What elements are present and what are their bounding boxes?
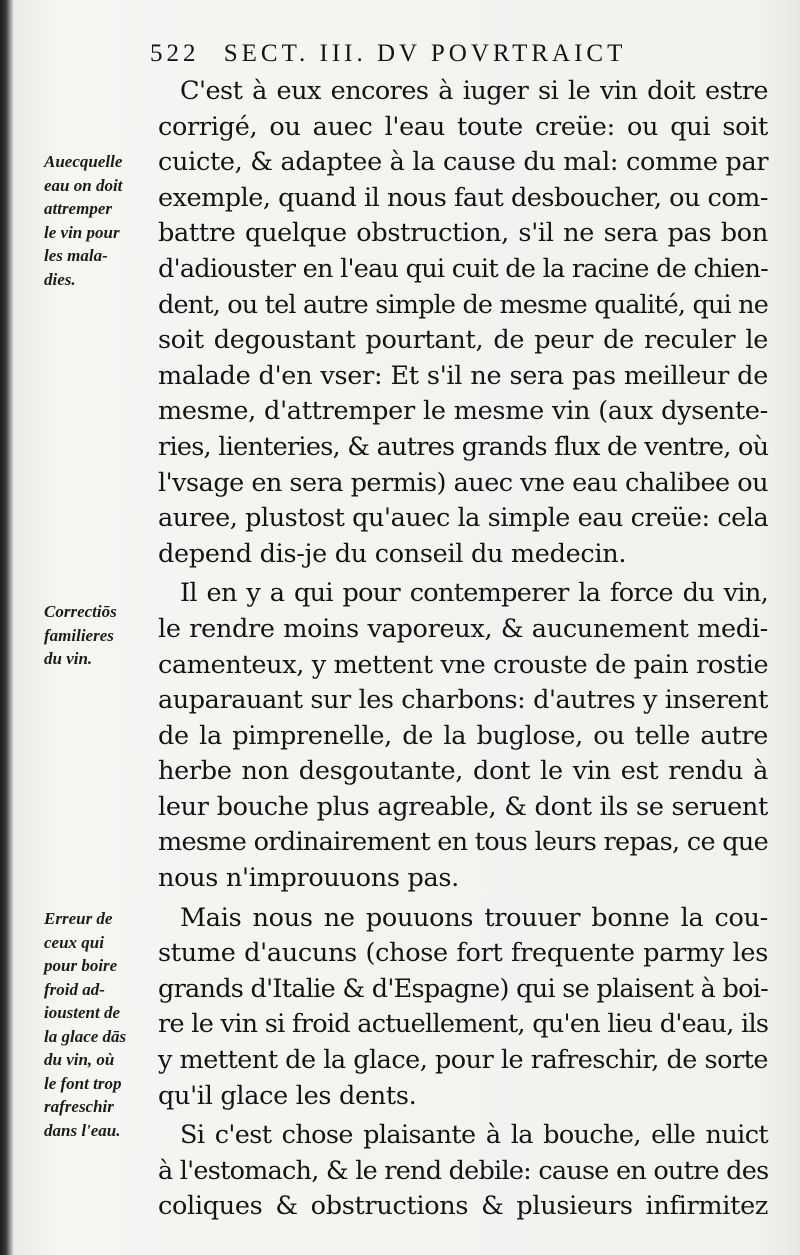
margin-note-line: familieres [44, 625, 114, 645]
text-line: herbe non desgoutante, dont le vin est rendu à [158, 756, 768, 787]
text-line: ries, lienteries, & autres grands flux de ventre, où [158, 431, 769, 462]
text-line: leur bouche plus agreable, & dont ils se seruent [158, 791, 768, 822]
margin-note-line: ceux qui [44, 932, 104, 952]
margin-note-line: ioustent de [44, 1003, 121, 1022]
margin-note-error [44, 907, 160, 1142]
paragraph [158, 74, 768, 572]
text-line: nous n'improuuons pas. [158, 863, 459, 894]
paragraph [158, 576, 768, 896]
text-line: auparauant sur les charbons: d'autres y inserent [158, 685, 768, 716]
text-line: Mais nous ne pouuons trouuer bonne la cou- [180, 902, 768, 933]
margin-note-line: le font trop [44, 1073, 122, 1093]
text-line: stume d'aucuns (chose fort frequente parmy les [158, 938, 768, 969]
margin-note-line: dans l'eau. [44, 1120, 121, 1140]
text-line: dent, ou tel autre simple de mesme qualité, qui ne [158, 289, 768, 320]
text-line: de la pimprenelle, de la buglose, ou telle autre [158, 720, 768, 751]
page-number: 522 [150, 40, 200, 67]
text-line: grands d'Italie & d'Espagne) qui se plaisent à boi- [158, 973, 768, 1004]
margin-note-line: Erreur de [44, 909, 113, 928]
text-line: battre quelque obstruction, s'il ne sera pas bon [158, 218, 768, 249]
text-line: auree, plustost qu'auec la simple eau creüe: cela [158, 503, 769, 534]
body-text [158, 74, 768, 1225]
text-line: coliques & obstructions & plusieurs infirmitez [158, 1191, 768, 1222]
text-line: l'vsage en sera permis) auec vne eau chalibee ou [158, 467, 768, 498]
text-line: y mettent de la glace, pour le rafreschir, de sorte [158, 1045, 768, 1076]
margin-note-corrections [44, 600, 160, 671]
margin-note-line: la glace dās [44, 1026, 127, 1046]
margin-note-line: rafreschir [44, 1097, 114, 1116]
text-line: exemple, quand il nous faut desboucher, ou com- [158, 182, 768, 213]
margin-note-line: du vin, où [44, 1050, 115, 1069]
text-line: camenteux, y mettent vne crouste de pain rostie [158, 649, 769, 680]
paragraph [158, 901, 768, 1115]
text-line: cuicte, & adaptee à la cause du mal: comme par [158, 147, 769, 178]
text-line: d'adiouster en l'eau qui cuit de la racine de chien- [158, 253, 768, 284]
text-line: soit degoustant pourtant, de peur de reculer le [158, 325, 768, 356]
margin-note-line: le vin pour [44, 222, 120, 242]
margin-note-line: du vin. [44, 649, 93, 668]
margin-note-line: dies. [44, 269, 76, 289]
margin-note-line: Correctiōs [44, 602, 117, 621]
text-line: le rendre moins vaporeux, & aucunement medi- [158, 613, 768, 644]
margin-note-line: pour boire [44, 956, 118, 975]
text-line: corrigé, ou auec l'eau toute creüe: ou qui soit [158, 111, 768, 142]
text-line: à l'estomach, & le rend debile: cause en outre des [158, 1155, 769, 1186]
text-line: C'est à eux encores à iuger si le vin doit estre [180, 76, 768, 106]
margin-note-line: Auecquelle [44, 152, 123, 171]
running-header [150, 40, 750, 68]
text-line: re le vin si froid actuellement, qu'en lieu d'eau, ils [158, 1009, 769, 1040]
text-line: mesme, d'attremper le mesme vin (aux dysente- [158, 396, 768, 427]
text-line: Il en y a qui pour contemperer la force du vin, [180, 578, 768, 609]
running-title: SECT. III. DV POVRTRAICT [223, 40, 627, 67]
margin-note-line: les mala- [44, 246, 108, 265]
paragraph [158, 1118, 768, 1225]
text-line: mesme ordinairement en tous leurs repas, ce que [158, 827, 769, 858]
text-line: qu'il glace les dents. [158, 1080, 417, 1111]
text-line: malade d'en vser: Et s'il ne sera pas meilleur de [158, 360, 768, 391]
text-line: depend dis-je du conseil du medecin. [158, 538, 627, 569]
margin-note-line: eau on doit [44, 175, 123, 195]
text-line: Si c'est chose plaisante à la bouche, elle nuict [180, 1120, 768, 1151]
margin-note-line: froid ad- [44, 979, 105, 999]
margin-note-water [44, 150, 160, 291]
margin-note-line: attremper [44, 199, 112, 218]
